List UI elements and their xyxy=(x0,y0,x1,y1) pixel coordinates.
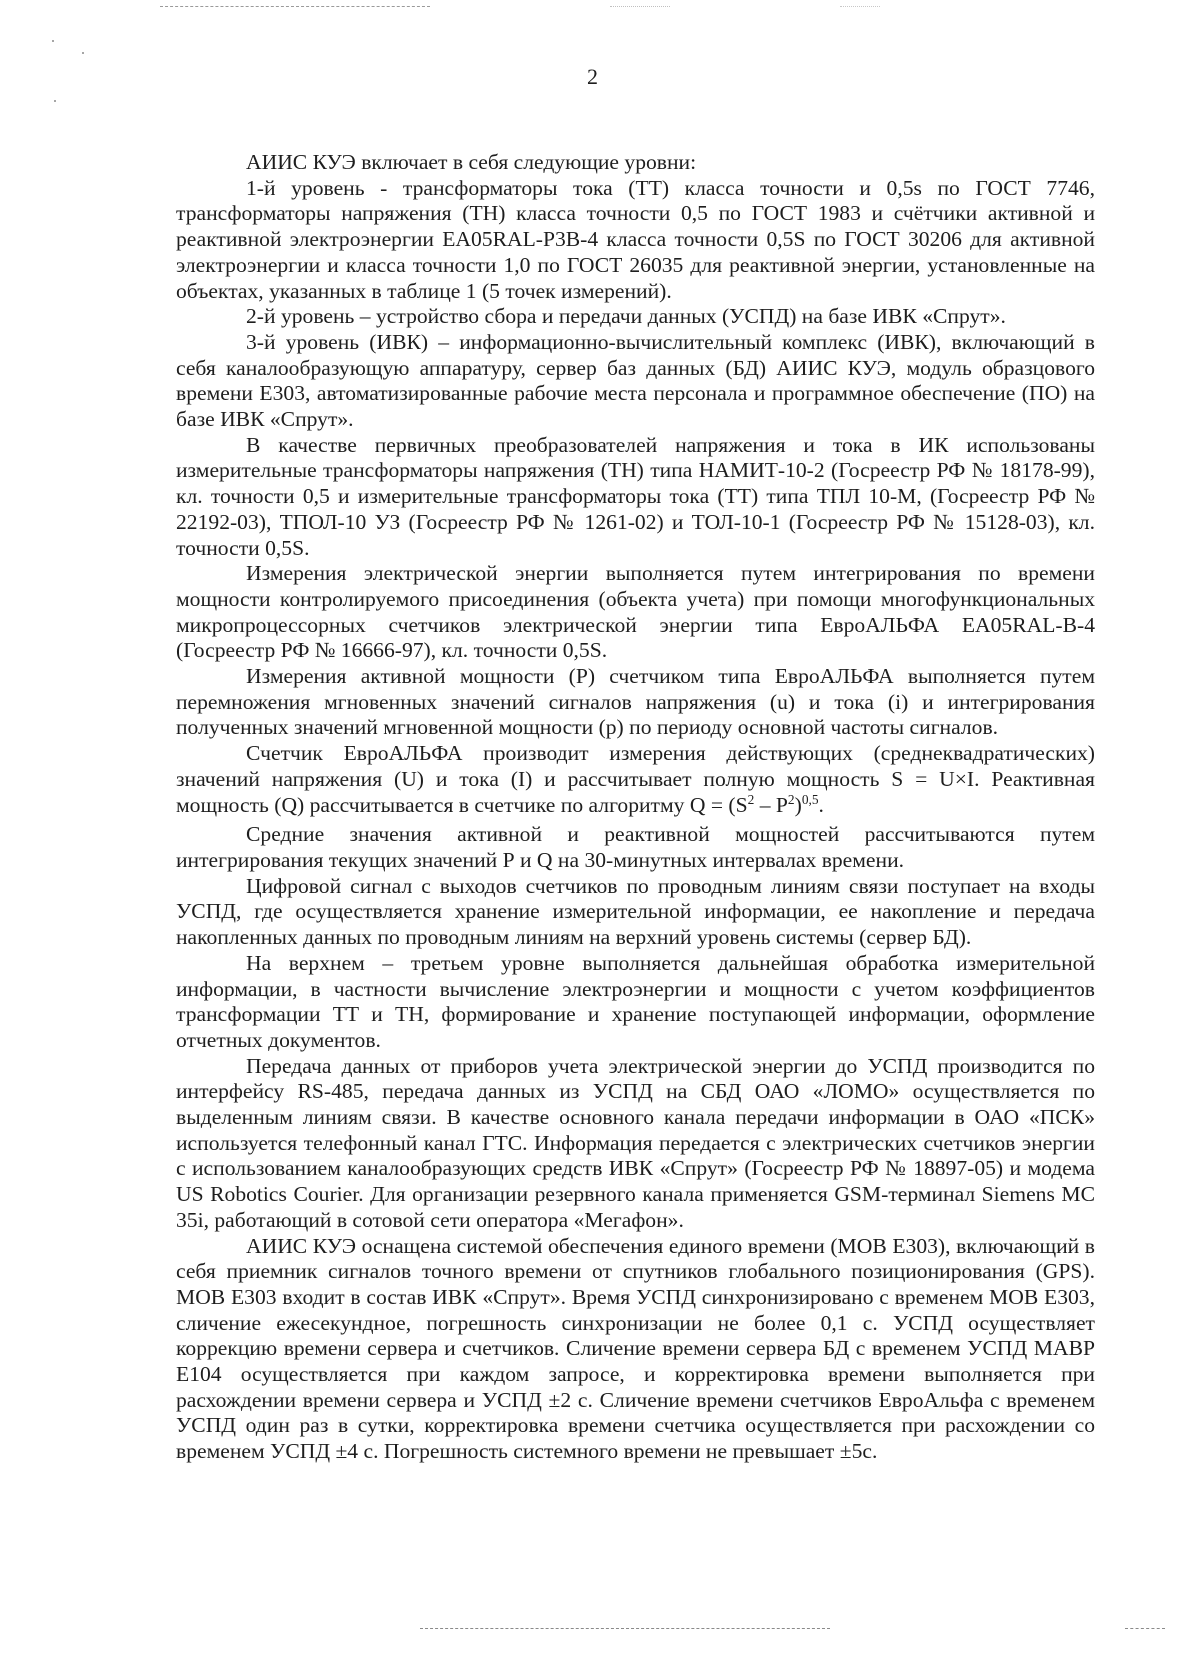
formula-exponent: 2 xyxy=(747,791,755,807)
scan-speck xyxy=(82,52,84,54)
paragraph: 1-й уровень - трансформаторы тока (ТТ) класса точности и 0,5s по ГОСТ 7746, трансформаторы напряжения (ТН) класса точности 0,5 по ГОСТ 1983 и счётчики активной и реактивной электроэнергии ЕА05RAL-P3B-4 класса точности 0,5S по ГОСТ 30206 для активной электроэнергии и класса точности 1,0 по ГОСТ 26035 для реактивной энергии, установленные на объектах, указанных в таблице 1 (5 точек измерений). xyxy=(176,175,1095,303)
formula-text: Счетчик ЕвроАЛЬФА производит измерения действующих (среднеквадратических) значений напряжения (U) и тока (I) и рассчитывает полную мощность S = U×I. Реактивная мощность (Q) рассчитывается в счетчике по алгоритму Q = (S xyxy=(176,741,1095,817)
paragraph: Передача данных от приборов учета электрической энергии до УСПД производится по интерфейсу RS-485, передача данных из УСПД на СБД ОАО «ЛОМО» осуществляется по выделенным линиям связи. В качестве основного канала передачи информации в ОАО «ПСК» используется телефонный канал ГТС. Информация передается с электрических счетчиков энергии с использованием каналообразующих средств ИВК «Спрут» (Госреестр РФ № 18897-05) и модема US Robotics Courier. Для организации резервного канала применяется GSM-терминал Siemens MC 35i, работающий в сотовой сети оператора «Мегафон». xyxy=(176,1053,1095,1232)
formula-text: – P xyxy=(754,792,788,817)
paragraph: 2-й уровень – устройство сбора и передачи данных (УСПД) на базе ИВК «Спрут». xyxy=(246,304,1006,329)
paragraph: 3-й уровень (ИВК) – информационно-вычислительный комплекс (ИВК), включающий в себя каналообразующую аппаратуру, сервер баз данных (БД) АИИС КУЭ, модуль образцового времени Е303, автоматизированные рабочие места персонала и программное обеспечение (ПО) на базе ИВК «Спрут». xyxy=(176,329,1095,432)
scan-artifact-top xyxy=(610,6,670,7)
formula-text: . xyxy=(818,792,824,817)
document-body xyxy=(176,150,1095,1465)
page-number: 2 xyxy=(587,64,598,89)
formula-exponent: 2 xyxy=(787,791,795,807)
formula-text: ) xyxy=(794,792,802,817)
formula-paragraph xyxy=(176,741,1095,818)
paragraph: АИИС КУЭ оснащена системой обеспечения единого времени (МОВ Е303), включающий в себя приемник сигналов точного времени от спутников глобального позиционирования (GPS). МОВ Е303 входит в состав ИВК «Спрут». Время УСПД синхронизировано с временем МОВ Е303, сличение ежесекундное, погрешность синхронизации не более 0,1 с. УСПД осуществляет коррекцию времени сервера и счетчиков. Сличение времени сервера БД с временем УСПД МАВР Е104 осуществляется при каждом запросе, и корректировка времени выполняется при расхождении времени сервера и УСПД ±2 с. Сличение времени счетчиков ЕвроАльфа с временем УСПД один раз в сутки, корректировка времени счетчика осуществляется при расхождении со временем УСПД ±4 с. Погрешность системного времени не превышает ±5с. xyxy=(176,1233,1095,1464)
paragraph: Средние значения активной и реактивной мощностей рассчитываются путем интегрирования текущих значений Р и Q на 30-минутных интервалах времени. xyxy=(176,822,1095,872)
scan-artifact-top xyxy=(160,6,430,7)
paragraph: В качестве первичных преобразователей напряжения и тока в ИК использованы измерительные трансформаторы напряжения (ТН) типа НАМИТ-10-2 (Госреестр РФ № 18178-99), кл. точности 0,5 и измерительные трансформаторы тока (ТТ) типа ТПЛ 10-М, (Госреестр РФ № 22192-03), ТПОЛ-10 УЗ (Госреестр РФ № 1261-02) и ТОЛ-10-1 (Госреестр РФ № 15128-03), кл. точности 0,5S. xyxy=(176,432,1095,560)
scan-artifact-bottom xyxy=(420,1628,830,1629)
paragraph: Цифровой сигнал с выходов счетчиков по проводным линиям связи поступает на входы УСПД, где осуществляется хранение измерительной информации, ее накопление и передача накопленных данных по проводным линиям на верхний уровень системы (сервер БД). xyxy=(176,873,1095,950)
scan-speck xyxy=(54,100,56,102)
paragraph: На верхнем – третьем уровне выполняется дальнейшая обработка измерительной информации, в частности вычисление электроэнергии и мощности с учетом коэффициентов трансформации ТТ и ТН, формирование и хранение поступающей информации, оформление отчетных документов. xyxy=(176,950,1095,1052)
scan-speck xyxy=(52,40,54,42)
paragraph: Измерения электрической энергии выполняется путем интегрирования по времени мощности контролируемого присоединения (объекта учета) при помощи многофункциональных микропроцессорных счетчиков электрической энергии типа ЕвроАЛЬФА ЕА05RAL-B-4 (Госреестр РФ № 16666-97), кл. точности 0,5S. xyxy=(176,561,1095,663)
paragraph: АИИС КУЭ включает в себя следующие уровни: xyxy=(246,150,697,174)
scan-artifact-top xyxy=(840,6,880,7)
scan-artifact-bottom xyxy=(1125,1628,1165,1629)
formula-exponent: 0,5 xyxy=(801,791,819,807)
paragraph: Измерения активной мощности (Р) счетчиком типа ЕвроАЛЬФА выполняется путем перемножения мгновенных значений сигналов напряжения (u) и тока (i) и интегрирования полученных значений мгновенной мощности (р) по периоду основной частоты сигналов. xyxy=(176,664,1095,740)
